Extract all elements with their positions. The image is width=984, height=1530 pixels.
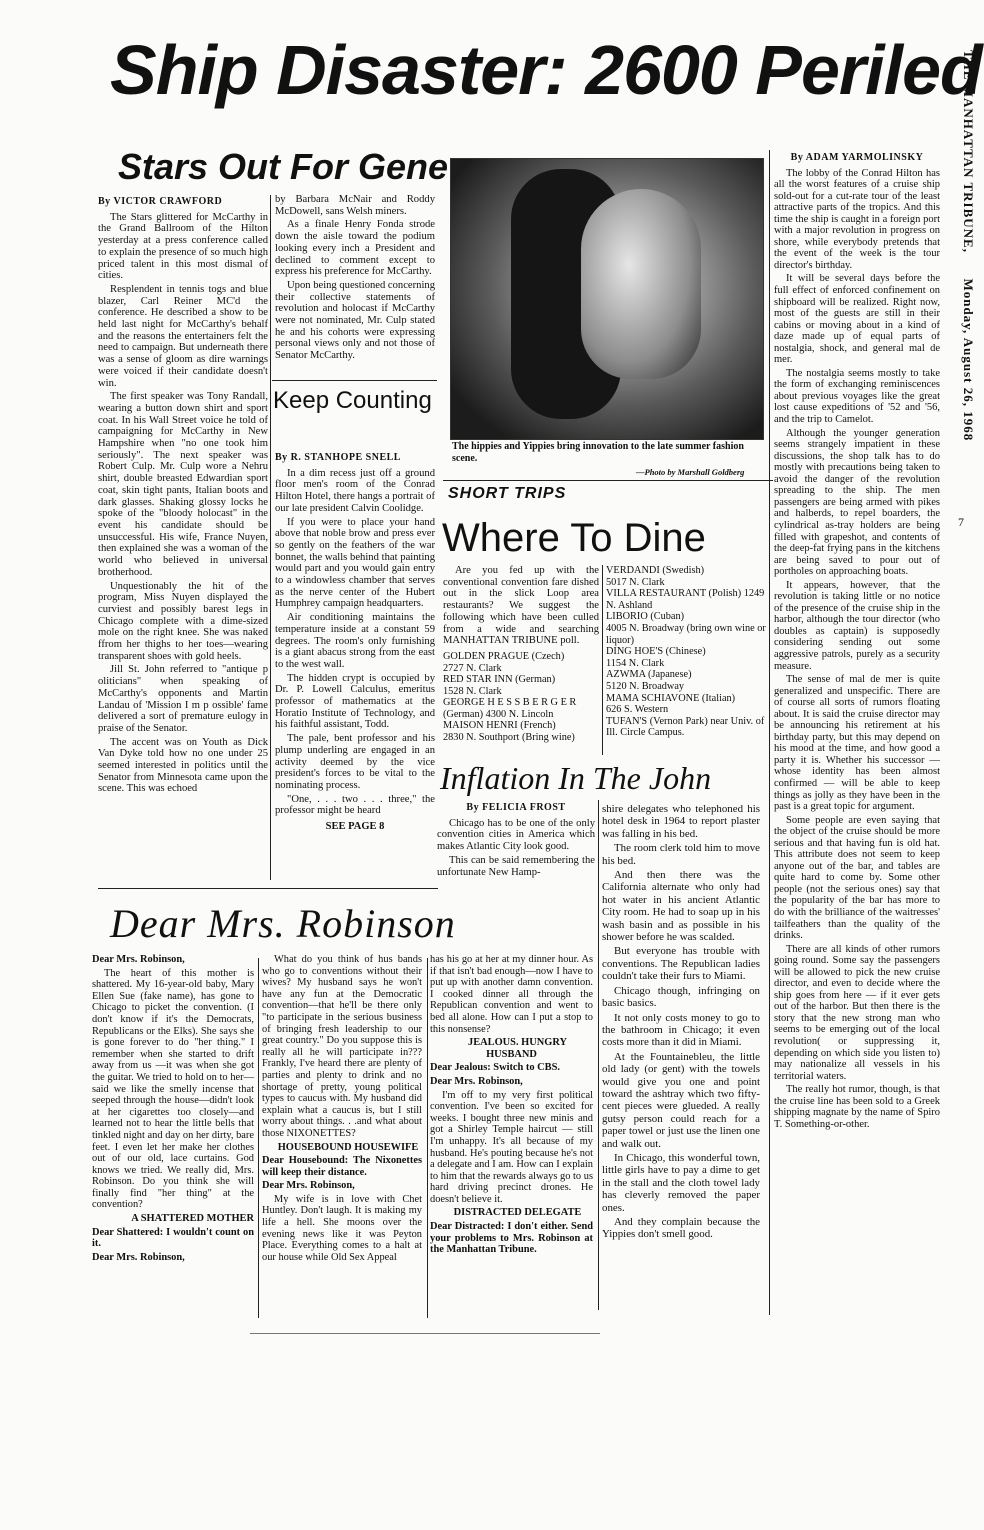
where-to-dine-headline: Where To Dine (442, 516, 706, 560)
photo-caption: The hippies and Yippies bring innovation to the late summer fashion scene. (452, 441, 744, 464)
stars-paragraph: Upon being questioned concerning their collective statements of revolution and holocast if McCarthy were not nominated, Mr. Culp stated he and his cohorts were expressing personal views only and not those of Senator McCarthy. (275, 279, 435, 362)
restaurant-entry: AZWMA (Japanese) (606, 669, 692, 681)
ship-paragraph: There are all kinds of other rumors going round. Some say the passengers will be allowed to pick the new cruise director, and even to decide where the ship goes from here — if it ever gets out of the harbor. But then there is the story that the new strong man who seems to be emerging out of the local revolution( or suppressing it, depending on which side you listen to) may nationalize all vessels in his territorial waters. (774, 943, 940, 1082)
restaurant-entry: 5120 N. Broadway (606, 680, 685, 692)
keep-paragraph: In a dim recess just off a ground floor men's room of the Conrad Hilton Hotel, there hangs a portrait of our late president Calvin Coolidge. (275, 467, 435, 514)
keep-paragraph: The pale, bent professor and his plump underling are engaged in an activity deemed by the vice president's forces to be vital to the nominating process. (275, 733, 435, 791)
inflation-headline: Inflation In The John (440, 760, 712, 796)
inflation-paragraph: In Chicago, this wonderful town, little girls have to pay a dime to get in the stall and the cloth towel lady has cleverly removed the paper ones. (602, 1151, 760, 1214)
dear-mrs-robinson-headline: Dear Mrs. Robinson (110, 901, 456, 946)
restaurant-entry: VERDANDI (Swedish) (606, 565, 705, 576)
column-rule (270, 195, 271, 880)
ship-paragraph: It will be several days before the full effect of enforced confinement on shipboard will be realized. Right now, most of the guests are still in their cabins or moving about in a kind of daze made up of equal parts of nostalgia, shock, and general mal de mer. (774, 273, 940, 366)
stars-paragraph: The Stars glittered for McCarthy in the Grand Ballroom of the Hilton yesterday at a press conference called to explain the presence of so much high priced talent in this most dismal of cities. (98, 211, 268, 282)
keep-paragraph: Air conditioning maintains the temperature inside at a constant 59 degrees. The room's only furnishing is a giant abacus strong from the east to the west wall. (275, 612, 435, 670)
inflation-paragraph: And then there was the California alternate who only had hot water in his ancient Atlantic City room. He had to soap up in his wash basin and as possible in his shower before he was scalded. (602, 869, 760, 944)
stars-paragraph: by Barbara McNair and Roddy McDowell, sans Welsh miners. (275, 194, 435, 217)
robinson-signature: JEALOUS. HUNGRY HUSBAND (468, 1037, 567, 1060)
restaurant-entry: RED STAR INN (German) (443, 674, 556, 686)
restaurant-entry: 2830 N. Southport (Bring wine) (443, 732, 575, 744)
robinson-signature: DISTRACTED DELEGATE (453, 1207, 582, 1219)
restaurant-entry: (German) 4300 N. Lincoln (443, 708, 554, 720)
ship-paragraph: Some people are even saying that the object of the cruise should be more serious and that having fun is old hat. This attribute does not seem to keep anyone out of the bar, and tables are quite hard to come by. Some other people (not the serious ones) say that the popularity of the bar has more to do with the brilliance of the waitresses' tailfeathers than the quality of the drinks. (774, 814, 940, 942)
stars-byline: By VICTOR CRAWFORD (98, 196, 223, 207)
inflation-paragraph: It not only costs money to go to the bathroom in Chicago; it even costs more than it did in Miami. (602, 1011, 760, 1049)
short-trips-kicker: SHORT TRIPS (448, 485, 567, 502)
column-rule (598, 800, 599, 1310)
robinson-letter: What do you think of hus bands who go to conventions without their wives? My husband says he won't have any fun at the Democratic convention—that he'll be there only "to participate in the serious business of bringing fresh leadership to our great country." Do you suppose this is really all he will participate in??? Frankly, I've heard there are plenty of parties and plenty to drink and no shortage of pretty, young political types to caucus with. My husband did explain what a caucus is, but I still worry about things. . .and what about those NIXONETTES? (262, 954, 422, 1139)
photo-credit: —Photo by Marshall Goldberg (636, 467, 745, 477)
inflation-column-2 (602, 803, 760, 1243)
inflation-paragraph: The room clerk told him to move his bed. (602, 842, 760, 867)
robinson-letter: I'm off to my very first political convention. I've been so excited for weeks. I bought three new minis and got a Shirley Temple haircut — still I'm unhappy. It's all because of my husband. He's pouting because he's not a delegate and I am. How can I explain to him that the rewards always go to us hard driving precinct drones. He doesn't believe it. (430, 1089, 593, 1205)
stars-column-2 (275, 194, 435, 364)
inflation-paragraph: But everyone has trouble with conventions. The Republican ladies couldn't take their furs to Miami. (602, 945, 760, 983)
inflation-paragraph: Chicago has to be one of the only convention cities in America which makes Atlantic City look good. (437, 817, 595, 853)
column-rule (769, 150, 770, 1315)
ship-paragraph: The lobby of the Conrad Hilton has all the worst features of a cruise ship sold-out for a cut-rate tour of the least attractive parts of the tropics. And this time the ship is caught in a foreign port with a major revolution in progress on shore, while everybody pretends that the event of the week is the tour director's birthday. (774, 167, 940, 271)
keep-paragraph: The hidden crypt is occupied by Dr. P. Lowell Calculus, emeritus professor of mathematics at the Horatio Institute of Technology, and his faithful assistant, Todd. (275, 672, 435, 731)
stars-paragraph: The first speaker was Tony Randall, wearing a button down shirt and sport coat. In his Wall Street voice he told of campaigning for McCarthy in New Hampshire when "no one took him seriously". The next speaker was Robert Culp. Mr. Culp wore a Nehru shirt, double breasted Edwardian sport coat, skin tight pants, Italian boots and dark glasses. Shaking glossy locks he spoke of the "bloody holocast" in the event his candidate should be unsuccessful. His wife, France Nuyen, then explained she was a woman of the world who believed in universal brotherhood. (98, 391, 268, 578)
restaurant-entry: 5017 N. Clark (606, 576, 665, 588)
restaurant-entry: TUFAN'S (Vernon Park) near Univ. of Ill. Circle Campus. (606, 715, 765, 739)
see-page-link[interactable]: SEE PAGE 8 (325, 821, 385, 833)
dine-intro: Are you fed up with the conventional convention fare dished out in the slick Loop area restaurants? We suggest the following which have been culled from a wide and searching MANHATTAN TRIBUNE poll. (443, 565, 599, 647)
inflation-byline: By FELICIA FROST (466, 802, 566, 813)
inflation-paragraph: This can be said remembering the unfortunate New Hamp- (437, 854, 595, 878)
masthead-date: Monday, August 26, 1968 (961, 278, 976, 442)
keep-counting-headline: Keep Counting (273, 387, 432, 414)
robinson-reply: Dear Shattered: I wouldn't count on it. (92, 1226, 254, 1250)
robinson-signature: A SHATTERED MOTHER (131, 1213, 254, 1225)
ship-paragraph: Although the younger generation seems strangely impatient in these discussions, the shop talk has to do mostly with precautions being taken to avoid the danger of the revolution spreading to the ship. The men passengers are being armed with pikes and halberds, to repel boarders, the cylindrical as-tray holders are being filled with grapeshot, and contents of the deep-fat frying pans in the kitchens are being saved to pour out of portholes on approaching boats. (774, 427, 940, 578)
robinson-column-3 (430, 954, 593, 1258)
restaurant-entry: VILLA RESTAURANT (Polish) 1249 N. Ashland (606, 588, 765, 611)
stars-paragraph: Resplendent in tennis togs and blue blazer, Carl Reiner MC'd the conference. He described a show to be held last night for McCarthy's behalf and the reasons the entertainers felt the need to campaign. But underneath there was a sense of gloom as dire warnings were voiced if their candidate doesn't win. (98, 283, 268, 389)
column-rule (602, 565, 603, 755)
inflation-paragraph: At the Fountainebleu, the little old lady (or gent) with the towels would give you one and point toward the ashtray which two fifty-cent pieces were glueded. A really gutsy person could reach for a paper towel or just use the linen one and walk out. (602, 1050, 760, 1150)
robinson-column-1 (92, 954, 254, 1265)
hippie-photo (450, 158, 764, 440)
ship-paragraph: The really hot rumor, though, is that the cruise line has been sold to a Greek shipping magnate by the name of Spiro T. Something-or-other. (774, 1084, 940, 1130)
restaurant-entry: MAMA SCHIAVONE (Italian) (606, 692, 736, 704)
stars-paragraph: As a finale Henry Fonda strode down the aisle toward the podium looking every inch a President and declined to comment except to express his preference for McCarthy. (275, 219, 435, 278)
stars-paragraph: Unquestionably the hit of the program, Miss Nuyen displayed the curviest and possibly barest legs in Chicago complete with a dime-sized mole on the right knee. She was naked ffrom her thighs to her toes—wearing transparent shoes with gold heels. (98, 580, 268, 662)
keep-counting-body (275, 450, 435, 833)
robinson-salutation: Dear Mrs. Robinson, (262, 1180, 355, 1192)
section-rule (443, 480, 773, 481)
robinson-salutation: Dear Mrs. Robinson, (430, 1075, 523, 1087)
stars-headline: Stars Out For Gene (118, 146, 449, 187)
ship-paragraph: The nostalgia seems mostly to take the form of exchanging reminiscences about previous voyages like the great lost cause expeditions of '52 and '56, and the trip to Camelot. (774, 367, 940, 426)
restaurant-entry: GEORGE H E S S B E R G E R (443, 697, 577, 709)
ship-paragraph: The sense of mal de mer is quite generalized and unspecific. There are of course all sorts of rumors floating about. It is said the cruise director may be announcing his retirement at his birthday party, but this may depend on his mood at the time, and how good a party it is. Whether his successor — whose identity has been almost confirmed — will be able to keep things as jolly as they have been in the past is a great topic for argument. (774, 674, 940, 813)
robinson-signature: HOUSEBOUND HOUSEWIFE (277, 1141, 419, 1153)
bottom-rule (250, 1333, 600, 1334)
inflation-column-1 (437, 800, 595, 880)
photo-face-shape (581, 189, 701, 379)
dine-intro-column (443, 565, 599, 744)
restaurant-entry: MAISON HENRI (French) (443, 720, 556, 732)
robinson-column-2 (262, 954, 422, 1265)
keep-paragraph: "One, . . . two . . . three," the professor might be heard (275, 793, 435, 817)
restaurant-entry: 626 S. Western (606, 704, 669, 716)
robinson-letter: has his go at her at my dinner hour. As if that isn't bad enough—now I have to put up with another damn convention. I cooked dinner all through the Republican convention and went to bed all alone. How can I put a stop to this nonsense? (430, 954, 593, 1035)
restaurant-entry: 2727 N. Clark (443, 662, 502, 674)
keep-paragraph: If you were to place your hand above that noble brow and press ever so gently on the feathers of the war bonnet, the walls behind that painting would part and you would gain entry to a windowless chamber that serves as the nerve center of the Hubert Humphrey campaign headquarters. (275, 516, 435, 610)
robinson-reply: Dear Jealous: Switch to CBS. (430, 1062, 560, 1074)
robinson-letter: The heart of this mother is shattered. My 16-year-old baby, Mary Ellen Sue (fake name), has gone to Chicago to picket the convention. (I don't know if it's the Democrats, Republicans or the Elks). She says she is gone forever to do "her thing." I remember when she started to drift away from us —it was when she got the guitar. We tried to hold on to her—said we like the smelly incense that seeped through the house—didn't look at her cigarettes too closely—and learned not to hear the little bells that tinkled night and day on her dirty, bare feet. I even let her make her clothes out of our old, lace curtains. God knows we tried. We really did, Mrs. Robinson. Do you think she will finally find "her thing" at the convention? (92, 967, 254, 1211)
stars-column-1 (98, 194, 268, 797)
restaurant-list-right (606, 565, 766, 739)
restaurant-entry: 1528 N. Clark (443, 685, 502, 697)
robinson-letter: My wife is in love with Chet Huntley. Don't laugh. It is making my life a hell. She moons over the evening news like it was Peyton Place. Everything comes to a halt at our house while Old Sex Appeal (262, 1193, 422, 1263)
section-rule (272, 380, 437, 381)
restaurant-entry: GOLDEN PRAGUE (Czech) (443, 650, 565, 662)
column-rule (427, 958, 428, 1318)
restaurant-entry: 4005 N. Broadway (bring own wine or liquor) (606, 622, 766, 646)
column-rule (258, 958, 259, 1318)
inflation-paragraph: shire delegates who telephoned his hotel desk in 1964 to report plaster was falling in his bed. (602, 803, 760, 840)
robinson-salutation: Dear Mrs. Robinson, (92, 954, 185, 965)
inflation-paragraph: And they complain because the Yippies don't smell good. (602, 1216, 760, 1241)
ship-paragraph: It appears, however, that the revolution is taking little or no notice of the presence of the cruise ship in the harbor, although the tour director (who doubles as captain) is supposedly considering sending out some aggressive patrols, purely as a security measure. (774, 579, 940, 672)
keep-byline: By R. STANHOPE SNELL (275, 452, 401, 463)
stars-paragraph: Jill St. John referred to "antique p oliticians" when speaking of McCarthy's opponents and Martin Landau of 'Mission I m p ossible' fame delivered a sort of premature eulogy in praise of the Senator. (98, 664, 268, 734)
ship-byline: By ADAM YARMOLINSKY (790, 152, 924, 163)
robinson-reply: Dear Housebound: The Nixonettes will keep their distance. (262, 1155, 422, 1178)
main-headline: Ship Disaster: 2600 Periled (110, 31, 982, 109)
restaurant-entry: LIBORIO (Cuban) (606, 611, 685, 623)
restaurant-list-left (443, 651, 599, 744)
restaurant-entry: DING HOE'S (Chinese) (606, 646, 706, 658)
masthead-title: THE MANHATTAN TRIBUNE, (961, 50, 976, 253)
inflation-paragraph: Chicago though, infringing on basic basics. (602, 984, 760, 1010)
ship-column (774, 150, 940, 1132)
robinson-reply: Dear Distracted: I don't either. Send your problems to Mrs. Robinson at the Manhattan Tribune. (430, 1221, 593, 1256)
section-rule (98, 888, 438, 889)
robinson-salutation: Dear Mrs. Robinson, (92, 1251, 185, 1263)
restaurant-entry: 1154 N. Clark (606, 657, 665, 669)
stars-paragraph: The accent was on Youth as Dick Van Dyke told how no one under 25 seemed interested in politics until the Senator from Minnesota came upon the scene. This was echoed (98, 736, 268, 795)
page-number: 7 (958, 515, 964, 529)
